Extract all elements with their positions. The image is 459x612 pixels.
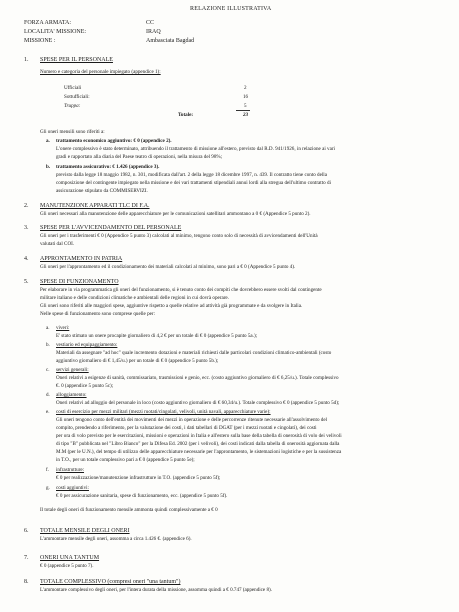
- s5-intro-1: Per elaborare in via programmatica gli oneri del funzionamento, si è tenuto conto dei compiti che dovrebbero essere svolti dal contingente: [40, 287, 322, 293]
- staff-total-label: Totale:: [178, 112, 194, 118]
- s5-e-title: costi di esercizio per mezzi militari (mezzi ruotati/cingolati, velivoli, unità navali, apparecchiature varie):: [56, 409, 271, 415]
- s1-a-line-1: L'onere complessivo è stato determinato, attribuendo il trattamento di missione all'estero, previsto dal R.D. 941/1926, in relazione ai vari: [56, 146, 335, 152]
- header-label-forza-armata: FORZA ARMATA:: [24, 20, 72, 26]
- s5-e-line-5: M.M (per le U.N.), del tempo di utilizzo delle apparecchiature necessarie per l'approntamento, le sistemazioni logistiche e per la sussistenza: [56, 449, 342, 455]
- s8-line-1: L'ammontare complessivo degli oneri, per l'intera durata della missione, assomma quindi a € 0.747 (appendice 8).: [40, 587, 272, 593]
- s5-e-line-4: di tipo "B" pubblicata nel "Libro Bianco" per la Difesa Ed. 2002 (per i velivoli), dei costi indicati dalla tabella di onerosità aggiornata dalla: [56, 441, 340, 447]
- s1-intro: Numero e categoria del personale impiegato (appendice 1):: [40, 69, 161, 75]
- s7-line-1: € 0 (appendice 5 punto 7).: [40, 563, 94, 569]
- s1-b-label: b.: [46, 164, 51, 170]
- s5-d-label: d.: [46, 392, 50, 398]
- s1-b-line-2: composizione del contingente impiegato nella missione e dei vari trattamenti stipendiali annui lordi alla stregua dell'ultimo contratto di: [56, 180, 331, 186]
- s5-b-line-2: aggiuntivo giornaliero di € 1,45/u.) per un totale di € 0 (appendice 5 punto 5b.);: [56, 358, 219, 364]
- section-2-number: 2.: [24, 203, 29, 209]
- s5-e-line-6: in T.O., per un totale complessivo pari a € 0 (appendice 5 punto 5e);: [56, 457, 195, 463]
- s5-intro-3: Gli oneri sono riferiti alle maggiori spese, aggiuntive rispetto a quelle relative ad attività già programmate e da svolgere in Italia.: [40, 303, 303, 309]
- s5-a-title: viveri:: [56, 325, 70, 331]
- section-3-title: SPESE PER L'AVVICENDAMENTO DEL PERSONALE: [40, 225, 182, 231]
- s5-intro-2: militare italiano e delle condizioni climatiche e ambientali delle regioni in cui dovrà operare.: [40, 295, 229, 301]
- section-6-number: 6.: [24, 528, 29, 534]
- header-value-missione: Ambasciata Bagdad: [146, 38, 195, 44]
- header-value-forza-armata: CC: [146, 20, 155, 26]
- s5-intro-4: Nelle spese di funzionamento sono comprese quelle per:: [40, 311, 155, 317]
- s1-b-line-3: assicurazione stipulato da COMMISERVIZI.: [56, 188, 148, 194]
- s5-g-line-1: € 0 per assicurazione sanitaria, spese di funzionamento, ecc. (appendice 5 punto 5f).: [56, 493, 228, 499]
- s5-e-label: e.: [46, 409, 50, 415]
- header-value-localita: IRAQ: [146, 29, 161, 35]
- s5-b-label: b.: [46, 342, 50, 348]
- s5-d-line-1: Oneri relativi ad alloggio del personale in loco (costo aggiuntivo giornaliero di € 60,34/u.). Totale complessivo € 0 (appendice 5 punto 5d);: [56, 400, 340, 406]
- section-1-number: 1.: [24, 57, 29, 63]
- section-5-title: SPESE DI FUNZIONAMENTO: [40, 279, 119, 285]
- s5-closing: Il totale degli oneri di funzionamento mensile ammonta quindi complessivamente a € 0: [40, 507, 218, 513]
- staff-value-ufficiali: 2: [244, 85, 247, 91]
- s1-a-line-2: gradi e rapportato alla diaria del Paese teatro di operazioni, nella misura del 98%;: [56, 154, 223, 160]
- s5-f-label: f.: [46, 467, 49, 473]
- s5-g-label: g.: [46, 485, 50, 491]
- s1-a-label: a.: [46, 138, 50, 144]
- s5-e-line-3: per ora di volo previsto per le esercitazioni, missioni e operazioni in Italia e all'estero sulla base della tabella di onerosità di volo dei velivoli: [56, 433, 342, 439]
- staff-value-truppa: 5: [244, 103, 247, 109]
- s5-c-line-2: €. 0 (appendice 5 punto 5c);: [56, 383, 114, 389]
- s5-f-title: infrastrutture:: [56, 467, 85, 473]
- s5-c-label: c.: [46, 367, 50, 373]
- section-3-number: 3.: [24, 225, 29, 231]
- staff-label-truppa: Truppa:: [64, 103, 81, 109]
- s5-b-line-1: Materiali da assegnare "ad hoc" quale incremento dotazioni e materiali richiesti dalle particolari condizioni climatico-ambientali (costo: [56, 350, 332, 356]
- s6-line-1: L'ammontare mensile degli oneri, assomma a circa 1.426 €. (appendice 6).: [40, 536, 192, 542]
- section-8-number: 8.: [24, 579, 29, 585]
- staff-label-sottufficiali: Sottufficiali:: [64, 94, 90, 100]
- s3-line-1: Gli oneri per i trasferimenti € 0 (Appendice 5 punto 3) calcolati al minimo, tengono conto solo di necessità di avvicendamenti dell'Unità: [40, 233, 318, 239]
- staff-total-value: 23: [243, 112, 249, 118]
- s5-e-line-1: Gli oneri tengono conto dell'entità dei movimenti dei mezzi in operazione e delle percorrenze ritenute necessarie all'assolvimento del: [56, 417, 327, 423]
- s5-c-title: servizi generali:: [56, 367, 89, 373]
- staff-label-ufficiali: Ufficiali: [64, 85, 82, 91]
- section-4-number: 4.: [24, 256, 29, 262]
- s5-g-title: costi aggiuntivi:: [56, 485, 89, 491]
- staff-value-sottufficiali: 16: [243, 94, 249, 100]
- section-6-title: TOTALE MENSILE DEGLI ONERI: [40, 528, 130, 534]
- s1-b-title: trattamento assicurativo: € 1.426 (appendice 3).: [56, 164, 160, 170]
- s5-f-line-1: € 0 per realizzazione/manutenzione infrastrutture in T.O. (appendice 5 punto 5f);: [56, 475, 221, 481]
- s3-line-2: valutati dal COI.: [40, 241, 75, 247]
- section-1-title: SPESE PER IL PERSONALE: [40, 57, 113, 63]
- header-label-missione: MISSIONE :: [24, 38, 56, 44]
- section-4-title: APPRONTAMENTO IN PATRIA: [40, 256, 123, 262]
- s5-e-line-2: compito, prendendo a riferimento, per la valutazione dei costi, i dati tabellari di DGAT (per i mezzi ruotati e cingolati), dei costi: [56, 425, 317, 431]
- s1-b-line-1: previsto dalla legge 18 maggio 1982, n. 301, modificata dall'art. 2 della legge 18 dicembre 1997, n. 439. Il contratto tiene conto della: [56, 172, 327, 178]
- s5-b-title: vestiario ed equipaggiamento:: [56, 342, 118, 348]
- section-8-title: TOTALE COMPLESSIVO (compresi oneri "una tantum"): [40, 579, 181, 585]
- s5-c-line-1: Oneri relativi a esigenze di sanità, commissariato, trasmissioni e genio, ecc. (costo aggiuntivo giornaliero di € 6,25/u.). Totale complessivo: [56, 375, 339, 381]
- s1-oneri-intro: Gli oneri mensili sono riferiti a:: [40, 129, 105, 135]
- header-label-localita: LOCALITA' MISSIONE:: [24, 29, 87, 35]
- s1-a-title: trattamento economico aggiuntivo: € 0 (appendice 2).: [56, 138, 172, 144]
- document-title: RELAZIONE ILLUSTRATIVA: [190, 6, 272, 12]
- s5-a-label: a.: [46, 325, 50, 331]
- section-5-number: 5.: [24, 279, 29, 285]
- s5-a-line-1: E' stato stimato un onere procapite giornaliero di 4,2 € per un totale di € 0 (appendice 5 punto 5a.);: [56, 333, 258, 339]
- s4-line-1: Gli oneri per l'approntamento ed il condizionamento dei materiali calcolati al minimo, sono pari a € 0 (Appendice 5 punto 4).: [40, 264, 296, 270]
- total-rule: [236, 110, 250, 111]
- section-7-title: ONERI UNA TANTUM: [40, 555, 100, 561]
- s5-d-title: alloggiamento:: [56, 392, 87, 398]
- section-7-number: 7.: [24, 555, 29, 561]
- section-2-title: MANUTENZIONE APPARATI TLC DI F.A.: [40, 203, 150, 209]
- s2-line-1: Gli oneri necessari alla manutenzione delle apparecchiature per le comunicazioni satellitari ammontano a 0 € (Appendice 5 punto 2).: [40, 211, 311, 217]
